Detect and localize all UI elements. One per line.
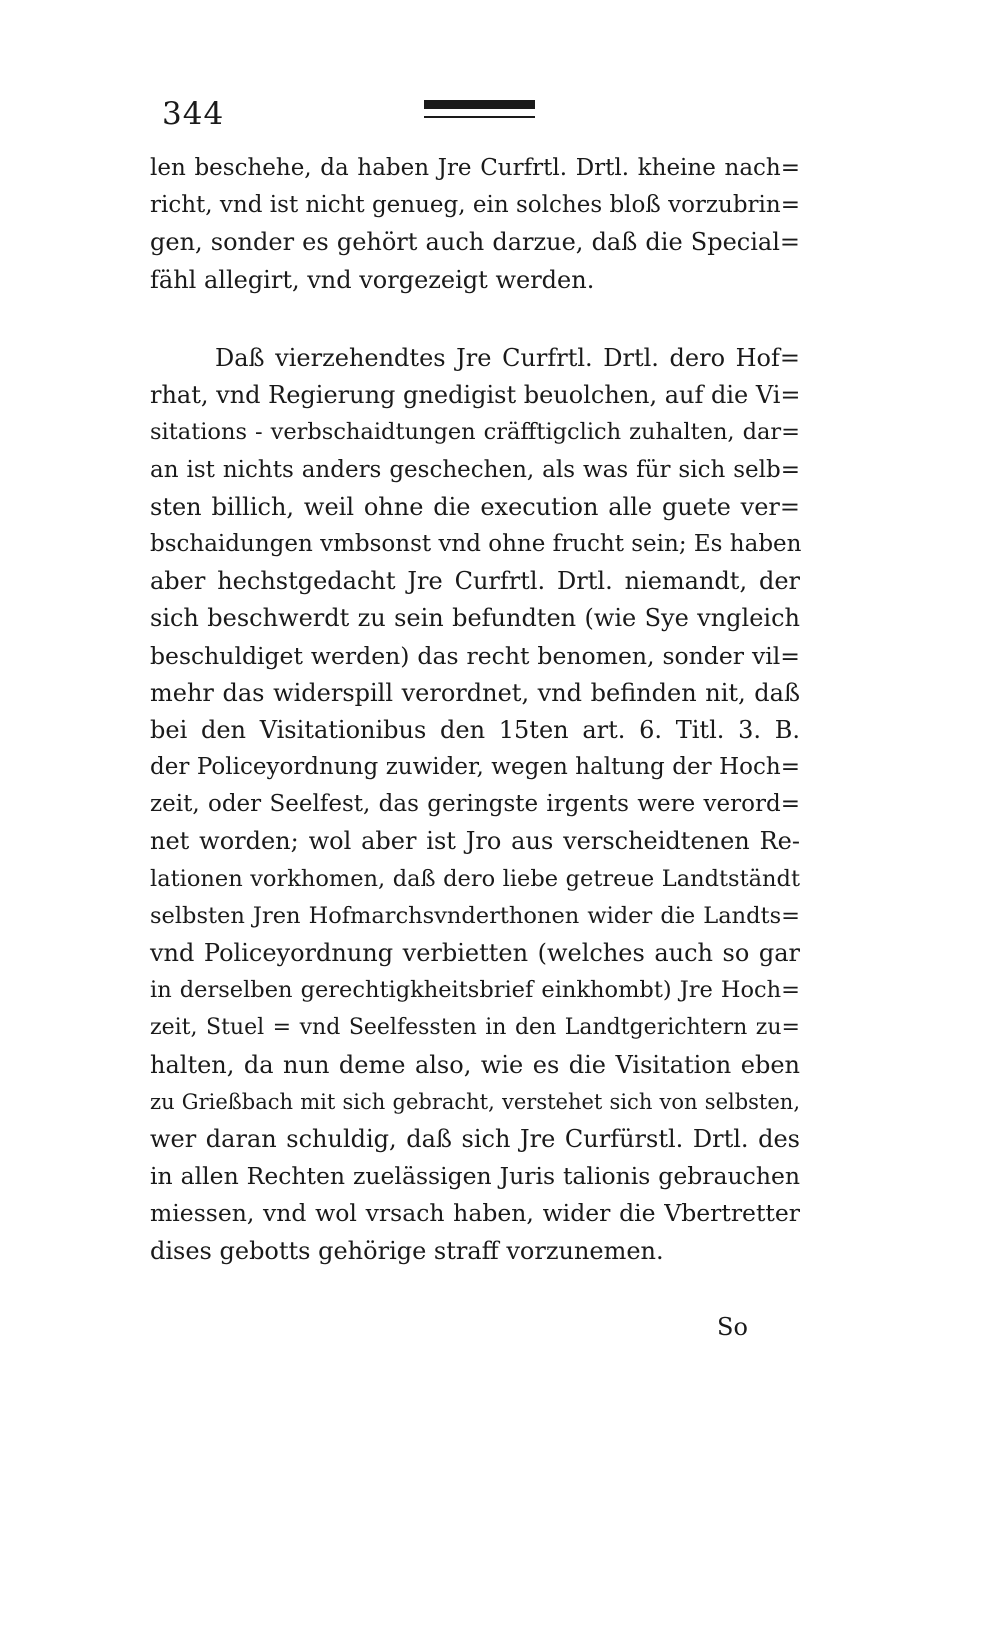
text-line: dises gebotts gehörige straff vorzunemen. xyxy=(150,1236,664,1265)
paragraph-1 xyxy=(150,150,800,299)
text-line: mehr das widerspill verordnet, vnd befinden nit, daß xyxy=(150,678,800,707)
text-line: bschaidungen vmbsonst vnd ohne frucht sein; Es haben xyxy=(150,530,802,557)
text-line: in allen Rechten zuelässigen Juris talionis gebrauchen xyxy=(150,1162,800,1191)
text-line: sitations - verbschaidtungen cräfftigclich zuhalten, dar= xyxy=(150,419,800,446)
text-line: wer daran schuldig, daß sich Jre Curfürstl. Drtl. des xyxy=(150,1124,800,1153)
text-line: selbsten Jren Hofmarchsvnderthonen wider die Landts= xyxy=(150,902,800,929)
text-line: Daß vierzehendtes Jre Curfrtl. Drtl. dero Hof= xyxy=(215,344,800,372)
text-line: zeit, Stuel = vnd Seelfessten in den Landtgerichtern zu= xyxy=(150,1015,800,1041)
text-line: in derselben gerechtigkheitsbrief einkhombt) Jre Hoch= xyxy=(150,977,800,1004)
paragraph-2 xyxy=(150,340,800,1270)
text-line: gen, sonder es gehört auch darzue, daß die Special= xyxy=(150,228,800,257)
text-line: der Policeyordnung zuwider, wegen haltung der Hoch= xyxy=(150,754,800,781)
text-line: zu Grießbach mit sich gebracht, verstehet sich von selbsten, xyxy=(150,1089,800,1114)
page-number: 344 xyxy=(162,96,225,132)
text-line: an ist nichts anders geschechen, als was für sich selb= xyxy=(150,456,800,483)
text-line: beschuldiget werden) das recht benomen, sonder vil= xyxy=(150,641,800,670)
text-line: aber hechstgedacht Jre Curfrtl. Drtl. niemandt, der xyxy=(150,567,800,596)
text-line: net worden; wol aber ist Jro aus verscheidtenen Re- xyxy=(150,827,800,856)
text-line: sten billich, weil ohne die execution alle guete ver= xyxy=(150,492,800,521)
text-line: sich beschwerdt zu sein befundten (wie Sye vngleich xyxy=(150,604,800,633)
text-line: zeit, oder Seelfest, das geringste irgents were verord= xyxy=(150,791,800,818)
text-line: len beschehe, da haben Jre Curfrtl. Drtl. kheine nach= xyxy=(150,155,800,181)
text-line: miessen, vnd wol vrsach haben, wider die Vbertretter xyxy=(150,1199,800,1228)
header-rule-thick xyxy=(424,100,535,109)
text-line: lationen vorkhomen, daß dero liebe getreue Landtständt xyxy=(150,865,800,892)
text-line: fähl allegirt, vnd vorgezeigt werden. xyxy=(150,265,595,294)
text-line: halten, da nun deme also, wie es die Visitation eben xyxy=(150,1050,800,1079)
header-rule-thin xyxy=(424,116,535,118)
text-line: rhat, vnd Regierung gnedigist beuolchen, auf die Vi= xyxy=(150,381,801,410)
text-line: richt, vnd ist nicht genueg, ein solches bloß vorzubrin= xyxy=(150,192,800,219)
catchword: So xyxy=(717,1313,748,1341)
text-line: vnd Policeyordnung verbietten (welches auch so gar xyxy=(150,939,800,967)
text-line: bei den Visitationibus den 15ten art. 6. Titl. 3. B. xyxy=(150,715,800,744)
